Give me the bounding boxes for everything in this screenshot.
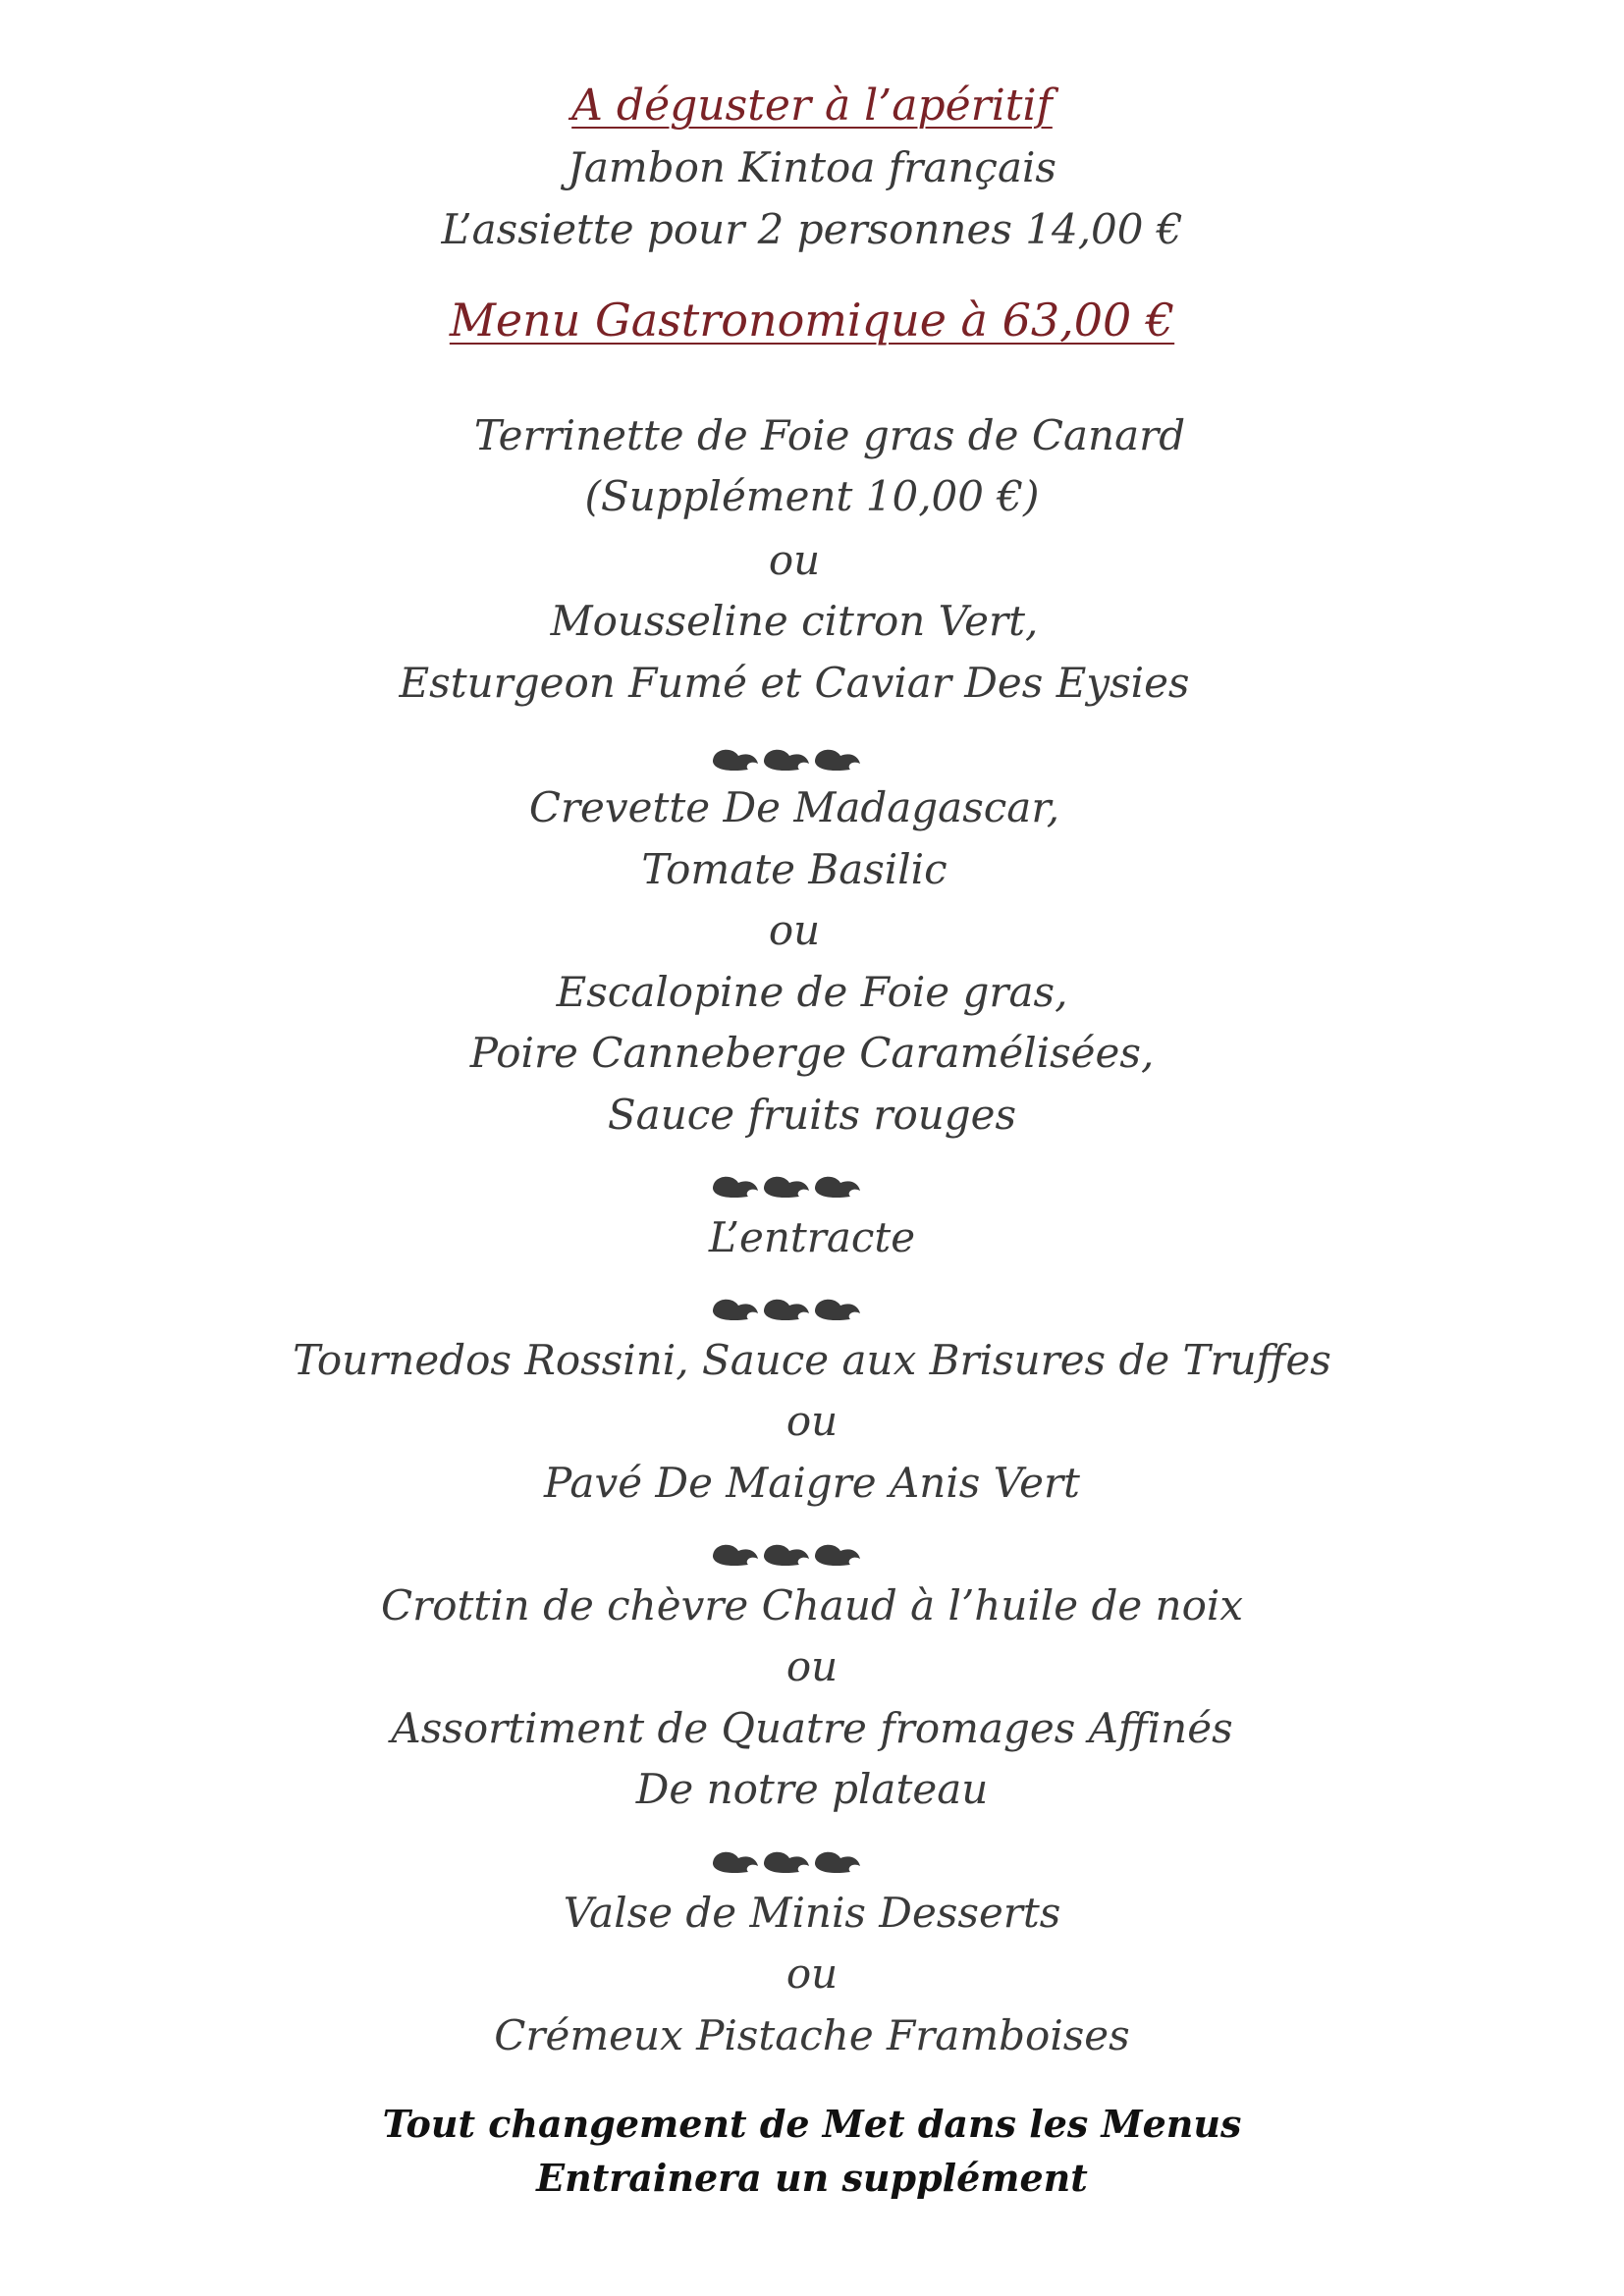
course2-item2: Escalopine de Foie gras, [556,968,1068,1016]
course2-item1-detail: Tomate Basilic [641,845,947,893]
course3-item1: L’entracte [708,1213,916,1261]
footer-line-2: Entrainera un supplément [536,2156,1088,2200]
course1-or: ou [768,536,821,584]
aperitif-heading: A déguster à l’apéritif [571,80,1053,131]
footer-line-1: Tout changement de Met dans les Menus [382,2102,1242,2146]
course2-item1: Crevette De Madagascar, [528,783,1060,831]
aperitif-item: Jambon Kintoa français [568,143,1056,191]
course1-item2: Mousseline citron Vert, [550,597,1039,645]
divider-ornament-2 [705,1165,872,1204]
course4-item2: Pavé De Maigre Anis Vert [544,1459,1080,1507]
course2-item2-sauce: Sauce fruits rouges [607,1091,1017,1139]
course1-item2-detail: Esturgeon Fumé et Caviar Des Eysies [399,659,1190,707]
course5-or: ou [785,1642,839,1690]
course4-item1: Tournedos Rossini, Sauce aux Brisures de Truffes [293,1336,1331,1384]
course4-or: ou [785,1397,839,1445]
menu-heading: Menu Gastronomique à 63,00 € [449,294,1175,347]
course1-item1: Terrinette de Foie gras de Canard [473,411,1186,459]
course2-item2-detail: Poire Canneberge Caramélisées, [469,1029,1155,1077]
divider-ornament-3 [705,1288,872,1327]
divider-ornament-1 [705,738,872,777]
course2-or: ou [768,906,821,954]
aperitif-price: L’assiette pour 2 personnes 14,00 € [441,205,1183,253]
course6-item2: Crémeux Pistache Framboises [494,2011,1130,2059]
course5-item2: Assortiment de Quatre fromages Affinés [391,1704,1233,1752]
course6-or: ou [785,1949,839,1998]
divider-ornament-4 [705,1533,872,1573]
course5-item2-detail: De notre plateau [635,1765,989,1813]
course5-item1: Crottin de chèvre Chaud à l’huile de noix [380,1581,1244,1629]
course1-supplement: (Supplément 10,00 €) [584,472,1040,520]
course6-item1: Valse de Minis Desserts [563,1889,1061,1937]
divider-ornament-5 [705,1841,872,1880]
